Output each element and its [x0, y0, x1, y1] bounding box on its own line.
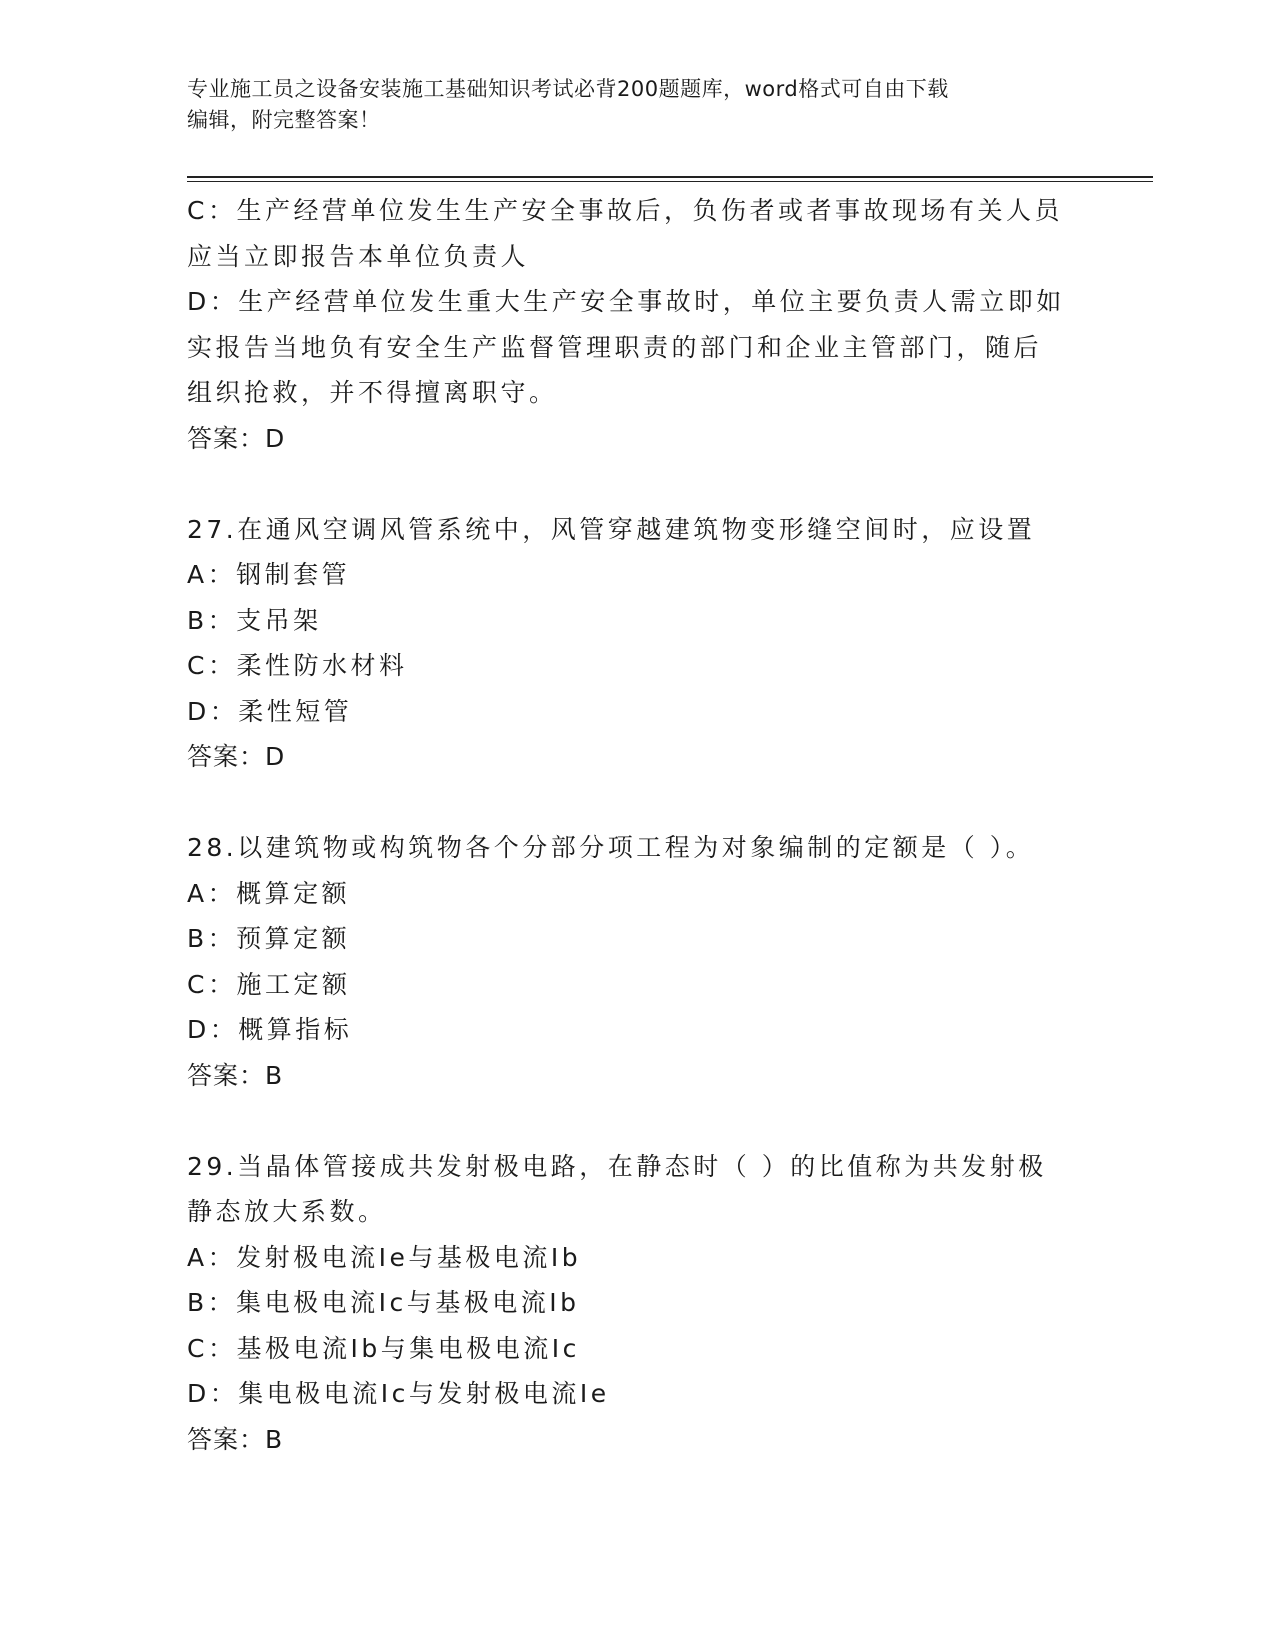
header-line: 编辑，附完整答案！ — [187, 108, 381, 132]
document-header — [187, 74, 1087, 136]
header-divider — [187, 176, 1153, 178]
question-block-27 — [187, 507, 1087, 780]
option-c: C：基极电流Ib与集电极电流Ic — [187, 1333, 580, 1363]
option-b: B：集电极电流Ic与基极电流Ib — [187, 1288, 580, 1317]
question-stem: 29.当晶体管接成共发射极电路，在静态时（ ）的比值称为共发射极 — [187, 1151, 1047, 1181]
question-block-prev — [187, 188, 1087, 461]
option-d: D：集电极电流Ic与发射极电流Ie — [187, 1379, 610, 1408]
option-c: C：施工定额 — [187, 969, 351, 999]
header-line: 专业施工员之设备安装施工基础知识考试必背200题题库，word格式可自由下载 — [187, 77, 949, 101]
option-b: B：支吊架 — [187, 605, 322, 635]
option-c: C：柔性防水材料 — [187, 651, 408, 680]
option-line: C：生产经营单位发生生产安全事故后，负伤者或者事故现场有关人员 — [187, 196, 1063, 225]
answer-line: 答案：D — [187, 423, 286, 453]
question-stem: 28.以建筑物或构筑物各个分部分项工程为对象编制的定额是（ ）。 — [187, 833, 1035, 862]
option-line: 应当立即报告本单位负责人 — [187, 241, 530, 271]
question-block-28 — [187, 825, 1087, 1098]
option-line: D：生产经营单位发生重大生产安全事故时，单位主要负责人需立即如 — [187, 287, 1065, 316]
option-line: 组织抢救，并不得擅离职守。 — [187, 378, 558, 407]
option-d: D：概算指标 — [187, 1015, 353, 1044]
answer-line: 答案：D — [187, 742, 286, 771]
option-a: A：概算定额 — [187, 878, 351, 908]
option-b: B：预算定额 — [187, 924, 351, 953]
question-stem-continued: 静态放大系数。 — [187, 1197, 387, 1226]
question-stem: 27.在通风空调风管系统中，风管穿越建筑物变形缝空间时，应设置 — [187, 514, 1036, 544]
answer-line: 答案：B — [187, 1060, 284, 1090]
option-line: 实报告当地负有安全生产监督管理职责的部门和企业主管部门，随后 — [187, 332, 1043, 362]
answer-line: 答案：B — [187, 1424, 284, 1454]
question-content — [187, 188, 1087, 1462]
question-block-29 — [187, 1144, 1087, 1463]
option-a: A：发射极电流Ie与基极电流Ib — [187, 1242, 582, 1272]
header-divider — [187, 181, 1153, 182]
option-a: A：钢制套管 — [187, 560, 351, 589]
option-d: D：柔性短管 — [187, 696, 353, 726]
